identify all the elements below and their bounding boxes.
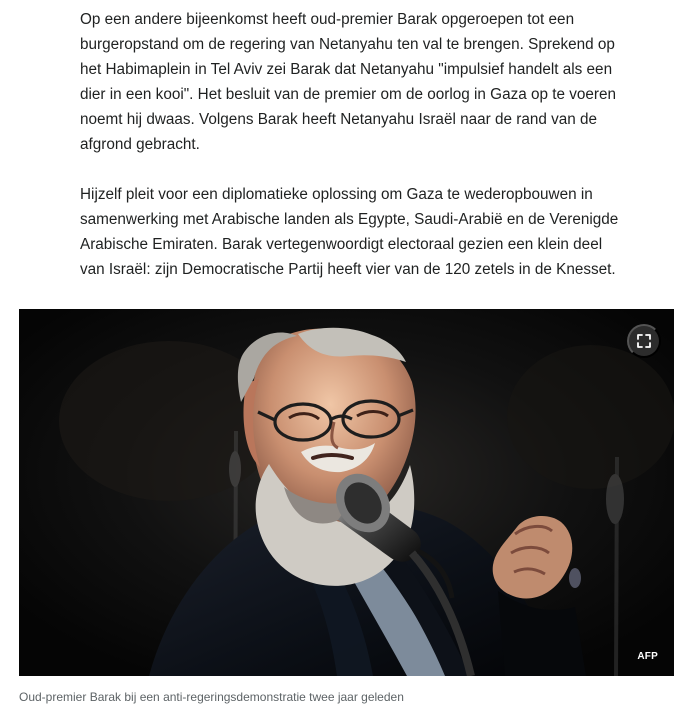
speaker-photo-image	[19, 309, 674, 676]
fullscreen-expand-icon	[636, 333, 652, 349]
photo-credit: AFP	[637, 651, 658, 662]
fullscreen-button[interactable]	[627, 324, 661, 358]
article-paragraph-2: Hijzelf pleit voor een diplomatieke oplossing om Gaza te wederopbouwen in samenwerking met Arabische landen als Egypte, Saudi-Arabië en de Verenigde Arabische Emiraten. Barak vertegenwoordigt electoraal gezien een klein deel van Israël: zijn Democratische Partij heeft vier van de 120 zetels in de Knesset.	[80, 186, 619, 278]
article-body	[80, 7, 640, 307]
article-photo	[19, 309, 674, 676]
photo-caption: Oud-premier Barak bij een anti-regeringsdemonstratie twee jaar geleden	[19, 690, 404, 704]
article-paragraph-1: Op een andere bijeenkomst heeft oud-premier Barak opgeroepen tot een burgeropstand om de regering van Netanyahu ten val te brengen. Sprekend op het Habimaplein in Tel Aviv zei Barak dat Netanyahu "impulsief handelt als een dier in een kooi". Het besluit van de premier om de oorlog in Gaza op te voeren noemt hij dwaas. Volgens Barak heeft Netanyahu Israël naar de rand van de afgrond gebracht.	[80, 11, 617, 153]
